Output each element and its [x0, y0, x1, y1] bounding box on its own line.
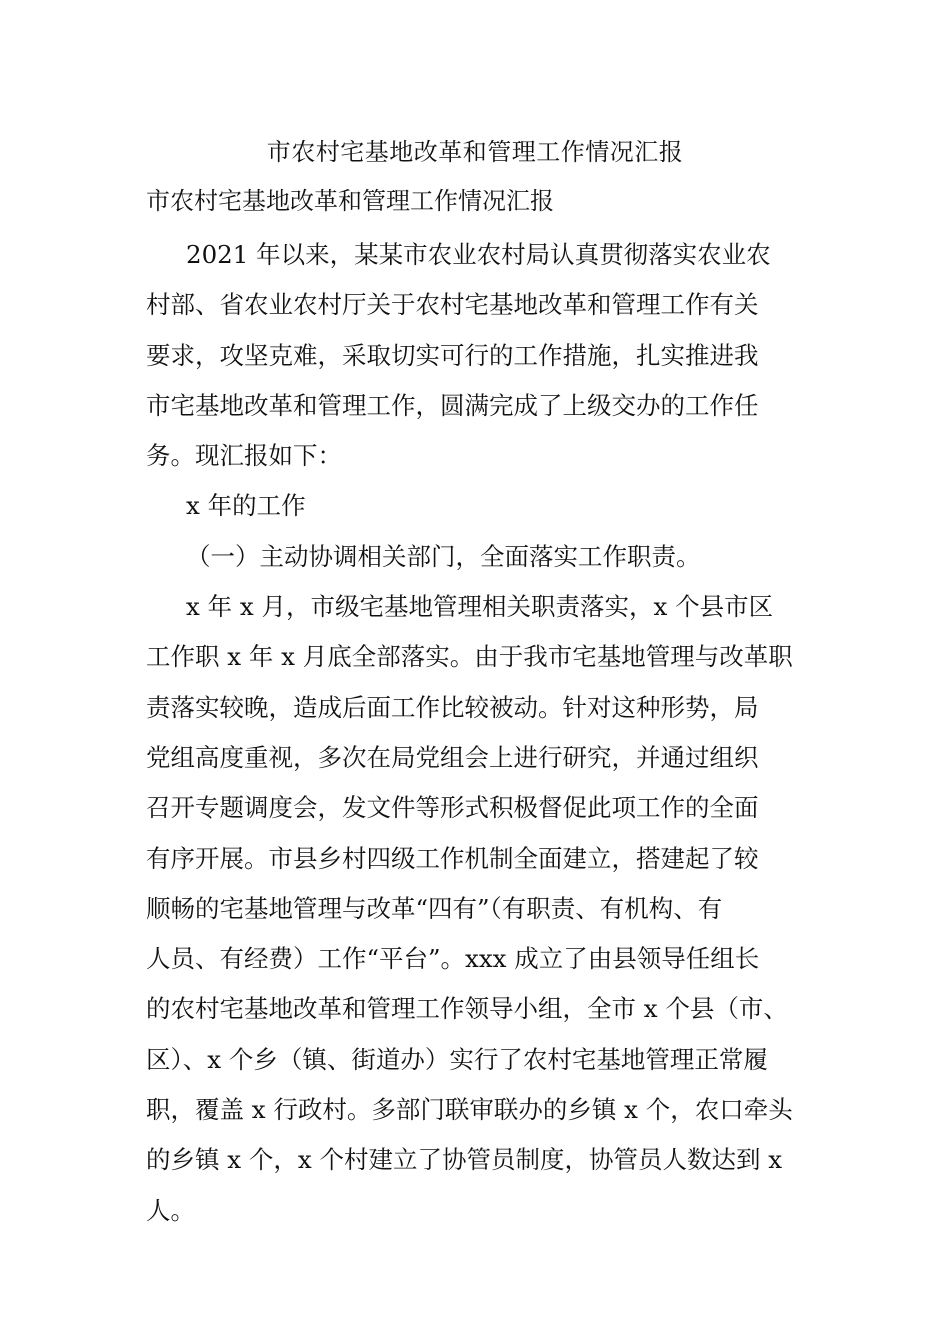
intro-line: 村部、省农业农村厅关于农村宅基地改革和管理工作有关	[146, 290, 759, 320]
section-heading: x 年的工作	[186, 491, 306, 521]
body-line: 人。	[146, 1195, 195, 1225]
intro-line: 2021 年以来，某某市农业农村局认真贯彻落实农业农	[186, 240, 771, 269]
body-line: 党组高度重视，多次在局党组会上进行研究，并通过组织	[146, 742, 759, 772]
body-line: 职，覆盖 x 行政村。多部门联审联办的乡镇 x 个，农口牵头	[146, 1095, 793, 1125]
body-line: 的农村宅基地改革和管理工作领导小组，全市 x 个县（市、	[146, 994, 788, 1024]
intro-line: 务。现汇报如下：	[146, 441, 342, 471]
body-line: 的乡镇 x 个，x 个村建立了协管员制度，协管员人数达到 x	[146, 1145, 783, 1175]
body-line: 有序开展。市县乡村四级工作机制全面建立，搭建起了较	[146, 843, 759, 873]
document-title: 市农村宅基地改革和管理工作情况汇报	[266, 138, 684, 166]
subsection-heading: （一）主动协调相关部门，全面落实工作职责。	[186, 541, 701, 571]
body-line: x 年 x 月，市级宅基地管理相关职责落实，x 个县市区	[186, 592, 774, 622]
body-line: 工作职 x 年 x 月底全部落实。由于我市宅基地管理与改革职	[146, 642, 793, 672]
intro-line: 市宅基地改革和管理工作，圆满完成了上级交办的工作任	[146, 390, 759, 420]
body-line: 召开专题调度会，发文件等形式积极督促此项工作的全面	[146, 793, 759, 823]
document-subtitle: 市农村宅基地改革和管理工作情况汇报	[146, 187, 554, 215]
body-line: 责落实较晚，造成后面工作比较被动。针对这种形势，局	[146, 692, 759, 722]
body-line: 顺畅的宅基地管理与改革“四有”（有职责、有机构、有	[146, 893, 723, 923]
body-line: 区）、x 个乡（镇、街道办）实行了农村宅基地管理正常履	[146, 1044, 768, 1074]
body-line: 人员、有经费）工作“平台”。xxx 成立了由县领导任组长	[146, 944, 760, 974]
document-body	[146, 230, 811, 1236]
intro-line: 要求，攻坚克难，采取切实可行的工作措施，扎实推进我	[146, 340, 759, 370]
